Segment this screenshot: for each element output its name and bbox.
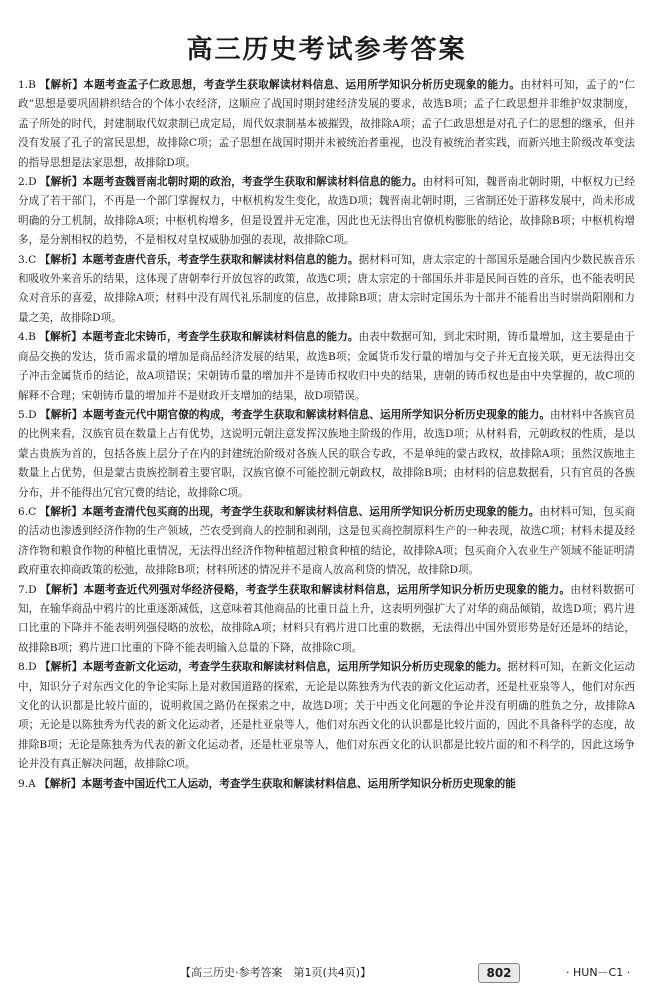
answer-item [18, 581, 635, 659]
answer-number: 8.D [18, 661, 37, 674]
footer-code: · HUN－C1 · [566, 966, 631, 979]
answer-item [18, 173, 635, 251]
answer-body: 据材料可知，唐太宗定的十部国乐是融合国内少数民族音乐和吸收外来音乐的结果，这体现了唐朝奉行开放包容的政策，故选C项；唐太宗定的十部国乐并非是民间百姓的音乐，也不能表明民众对音乐的喜爱，故排除A项；材料中没有周代礼乐制度的信息，故排除B项；唐太宗时定国乐为十部并不能看出当时崇尚阳刚和力量之美，故排除D项。 [18, 253, 635, 324]
answer-lead: 【解析】本题考查中国近代工人运动，考查学生获取和解读材料信息、运用所学知识分析历史现象的能 [39, 777, 516, 790]
answer-number: 5.D [18, 408, 37, 421]
answer-lead: 【解析】本题考查近代列强对华经济侵略，考查学生获取和解读材料信息，运用所学知识分析历史现象的能力。 [40, 583, 571, 596]
answer-lead: 【解析】本题考查孟子仁政思想，考查学生获取解读材料信息、运用所学知识分析历史现象的能力。 [39, 79, 521, 91]
answer-item [18, 775, 635, 794]
answer-item [18, 406, 635, 503]
answer-item [18, 328, 635, 406]
answer-item [18, 658, 635, 774]
answer-body: 由材料数据可知，在输华商品中鸦片的比重逐渐减低，这意味着其他商品的比重日益上升，这表明列强扩大了对华的商品倾销，故选D项；鸦片进口比重的下降并不能表明列强侵略的放松，故排除A项；材料只有鸦片进口比重的数据，无法得出中国外贸形势是好还是坏的结论，故排除B项；鸦片进口比重的下降不能表明输入总量的下降，故排除C项。 [18, 583, 635, 654]
page-title: 高三历史考试参考答案 [186, 35, 467, 65]
footer-badge: 802 [478, 963, 520, 983]
answer-body: 由材料可知，孟子的“仁政”思想是要巩固耕织结合的个体小农经济，这顺应了战国时期封建经济发展的要求，故选B项；孟子仁政思想并非维护奴隶制度，孟子所处的时代，封建制取代奴隶制已成定局，周代奴隶制基本被摧毁，故排除A项；孟子仁政思想是对孔子仁的思想的继承，但并没有发展了孔子的富民思想，故排除C项；孟子思想在战国时期并未被统治者重视，也没有被统治者实践，而新兴地主阶级改革变法的指导思想是法家思想，故排除D项。 [18, 79, 635, 169]
answer-number: 9.A [18, 777, 36, 790]
answer-number: 7.D [18, 583, 37, 596]
answer-lead: 【解析】本题考查魏晋南北朝时期的政治，考查学生获取和解读材料信息的能力。 [40, 176, 423, 189]
page-footer [0, 962, 653, 984]
answer-list [18, 76, 635, 794]
answer-body: 由材料可知，魏晋南北朝时期，中枢权力已经分成了若干部门，不再是一个部门掌握权力，中枢机构发生变化，故选D项；魏晋南北朝时期，三省制还处于游移发展中，尚未形成明确的分工机制，故排除A项；中枢机构增多，但是设置并无定准，因此也无法得出官僚机构膨胀的结论，故排除B项；中枢机构增多，是分割相权的趋势，不是相权对皇权威胁加强的表现，故排除C项。 [18, 176, 636, 247]
answer-body: 由表中数据可知，到北宋时期，铸币量增加，这主要是由于商品交换的发达，货币需求量的增加是商品经济发展的结果，故选B项；金属货币发行量的增加与交子并无直接关联，更无法得出交子冲击金属货币的结论，故A项错误；宋朝铸币量的增加并不是铸币权收归中央的结果，唐朝的铸币权也是由中央掌握的，故C项的解释不合理；宋朝铸币量的增加并不是财政开支增加的结果，故D项错误。 [18, 331, 636, 402]
answer-lead: 【解析】本题考查新文化运动，考查学生获取和解读材料信息，运用所学知识分析历史现象的能力。 [40, 661, 508, 674]
answer-number: 3.C [18, 253, 37, 266]
answer-number: 1.B [18, 79, 36, 91]
answer-item [18, 76, 635, 173]
answer-body: 由材料中各族官员的比例来看，汉族官员在数量上占有优势，这说明元朝注意发挥汉族地主阶级的作用，故选D项；从材料看，元朝政权的性质，是以蒙古贵族为首的，包括各族上层分子在内的封建统治阶级对各族人民的联合专政，不是单纯的蒙古政权，故排除A项；虽然汉族地主数量上占优势，但是蒙古贵族控制着主要官职，汉族官僚不可能控制元朝政权，故排除B项；由材料的信息数据看，只有官员的各族分布，并不能得出冗官冗费的结论，故排除C项。 [18, 408, 636, 499]
answer-body: 据材料可知，在新文化运动中，知识分子对东西文化的争论实际上是对救国道路的探索，无论是以陈独秀为代表的新文化运动者，还是杜亚泉等人，他们对东西文化的认识都是比较片面的，说明救国之路仍在探索之中，故选D项；关于中西文化问题的争论并没有明确的胜负之分，故排除A项；无论是以陈独秀为代表的新文化运动者，还是杜亚泉等人，他们对东西文化的认识都是比较片面的，因此不具备科学的态度，故排除B项；无论是陈独秀为代表的新文化运动者，还是杜亚泉等人，他们对东西文化的认识都是比较片面的和不科学的，因此这场争论并没有真正解决问题，故排除C项。 [18, 661, 636, 771]
answer-number: 2.D [18, 176, 37, 189]
answer-lead: 【解析】本题考查北宋铸币，考查学生获取和解读材料信息的能力。 [39, 331, 359, 344]
answer-number: 4.B [18, 331, 36, 344]
answer-item [18, 251, 635, 329]
answer-item [18, 503, 635, 581]
answer-body: 由材料可知，包买商的活动也渗透到经济作物的生产领域，苎农受到商人的控制和剥削，这是包买商控制原料生产的一种表现，故选C项；材料未提及经济作物和粮食作物的种植比重情况，无法得出经济作物种植超过粮食种植的结论，故排除A项；包买商介入农业生产领域不能证明清政府重农抑商政策的松弛，故排除B项；材料所述的情况并不是商人放高利贷的情况，故排除D项。 [18, 505, 635, 577]
answer-lead: 【解析】本题考查清代包买商的出现，考查学生获取和解读材料信息、运用所学知识分析历史现象的能力。 [39, 505, 540, 518]
answer-number: 6.C [18, 505, 37, 518]
answer-lead: 【解析】本题考查元代中期官僚的构成，考查学生获取和解读材料信息、运用所学知识分析历史现象的能力。 [40, 408, 551, 421]
footer-page-info: 【高三历史·参考答案 第1页(共4页)】 [180, 966, 372, 979]
answer-lead: 【解析】本题考查唐代音乐，考查学生获取和解读材料信息的能力。 [39, 253, 359, 266]
